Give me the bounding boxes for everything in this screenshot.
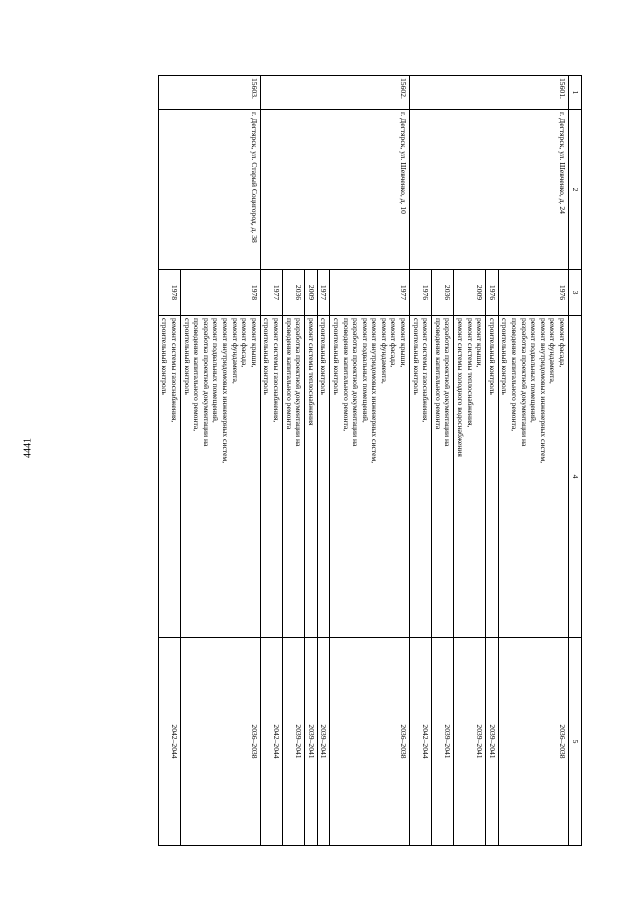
work-item: ремонт фасада, [240, 318, 250, 368]
work-item: разработка проектной документации на [351, 318, 361, 447]
works-cell [305, 316, 318, 638]
year-cell: 2009 [454, 270, 486, 316]
year-cell: 2036 [432, 270, 454, 316]
object-number: 15603. [158, 76, 260, 110]
work-item: ремонт фундамента, [548, 318, 558, 384]
works-cell [282, 316, 304, 638]
work-item: ремонт внутридомовых инженерных систем, [221, 318, 230, 464]
year-cell: 1976 [498, 270, 568, 316]
period-cell: 2042–2044 [410, 638, 432, 846]
year-cell: 1978 [181, 270, 261, 316]
period-cell: 2036–2038 [330, 638, 410, 846]
period-cell: 2039–2041 [317, 638, 330, 846]
period-cell: 2036–2038 [181, 638, 261, 846]
work-item: ремонт системы теплоснабжения [306, 318, 316, 426]
table-row [330, 76, 410, 846]
work-item: строительный контроль [411, 318, 421, 395]
work-item: ремонт фундамента, [379, 318, 389, 384]
work-item: строительный контроль [500, 318, 510, 395]
header-row [569, 76, 582, 846]
works-cell [330, 316, 410, 638]
work-item: ремонт крыши, [475, 318, 485, 368]
header-col-2: 2 [569, 110, 582, 270]
work-item: ремонт фасада, [389, 318, 399, 368]
table-wrapper [88, 75, 582, 845]
work-item: ремонт крыши, [249, 318, 259, 368]
object-number: 15601. [410, 76, 569, 110]
period-cell: 2042–2044 [260, 638, 282, 846]
period-cell: 2036–2038 [498, 638, 568, 846]
work-item: проведение капитального ремонта [433, 318, 443, 430]
work-item: строительный контроль [487, 318, 497, 395]
header-col-1: 1 [569, 76, 582, 110]
work-item: разработка проектной документации на [294, 318, 304, 447]
work-item: ремонт подвальных помещений, [211, 318, 221, 423]
works-cell [181, 316, 261, 638]
work-item: ремонт системы теплоснабжения, [465, 318, 475, 428]
work-item: строительный контроль [262, 318, 272, 395]
header-col-3: 3 [569, 270, 582, 316]
work-item: ремонт подвальных помещений, [529, 318, 539, 423]
work-item: проведение капитального ремонта, [510, 318, 520, 432]
period-cell: 2039–2041 [282, 638, 304, 846]
object-address: г. Дегтярск, ул. Шевченко, д. 24 [410, 110, 569, 270]
work-item: ремонт подвальных помещений, [360, 318, 370, 423]
work-item: строительный контроль [182, 318, 192, 395]
year-cell: 1976 [410, 270, 432, 316]
works-cell [158, 316, 180, 638]
year-cell: 1977 [260, 270, 282, 316]
work-item: ремонт фасада, [558, 318, 567, 368]
works-cell [454, 316, 486, 638]
work-item: проведение капитального ремонта [284, 318, 294, 430]
period-cell: 2042–2044 [158, 638, 180, 846]
works-cell [410, 316, 432, 638]
header-col-5: 5 [569, 638, 582, 846]
year-cell: 1976 [486, 270, 499, 316]
works-cell [498, 316, 568, 638]
object-address: г. Дегтярск, ул. Шевченко, д. 10 [260, 110, 409, 270]
year-cell: 1977 [330, 270, 410, 316]
work-item: строительный контроль [331, 318, 341, 395]
work-item: разработка проектной документации на [519, 318, 529, 447]
year-cell: 1977 [317, 270, 330, 316]
work-item: ремонт системы газоснабжения, [170, 318, 180, 423]
period-cell: 2039–2041 [432, 638, 454, 846]
header-col-4: 4 [569, 316, 582, 638]
page-number: 4441 [22, 438, 34, 458]
work-item: проведение капитального ремонта, [192, 318, 202, 432]
period-cell: 2039–2041 [305, 638, 318, 846]
work-item: ремонт внутридомовых инженерных систем, [538, 318, 548, 464]
period-cell: 2039–2041 [454, 638, 486, 846]
object-address: г. Дегтярск, ул. Старый Социгород, д. 38 [158, 110, 260, 270]
period-cell: 2039–2041 [486, 638, 499, 846]
table-body [158, 76, 568, 846]
work-item: ремонт системы холодного водоснабжения [456, 318, 466, 457]
works-cell [486, 316, 499, 638]
work-item: строительный контроль [319, 318, 329, 395]
work-item: строительный контроль [160, 318, 170, 395]
works-cell [432, 316, 454, 638]
table-row [498, 76, 568, 846]
work-item: проведение капитального ремонта, [341, 318, 351, 432]
work-item: разработка проектной документации на [201, 318, 211, 447]
work-item: ремонт крыши, [399, 318, 409, 368]
work-item: разработка проектной документации на [443, 318, 453, 447]
works-cell [260, 316, 282, 638]
work-item: ремонт фундамента, [230, 318, 240, 384]
year-cell: 2009 [305, 270, 318, 316]
object-number: 15602. [260, 76, 409, 110]
work-item: ремонт внутридомовых инженерных систем, [370, 318, 380, 464]
table-row [181, 76, 261, 846]
works-cell [317, 316, 330, 638]
year-cell: 2036 [282, 270, 304, 316]
repair-schedule-table [158, 75, 582, 846]
work-item: ремонт системы газоснабжения, [271, 318, 281, 423]
year-cell: 1978 [158, 270, 180, 316]
work-item: ремонт системы газоснабжения, [421, 318, 431, 423]
